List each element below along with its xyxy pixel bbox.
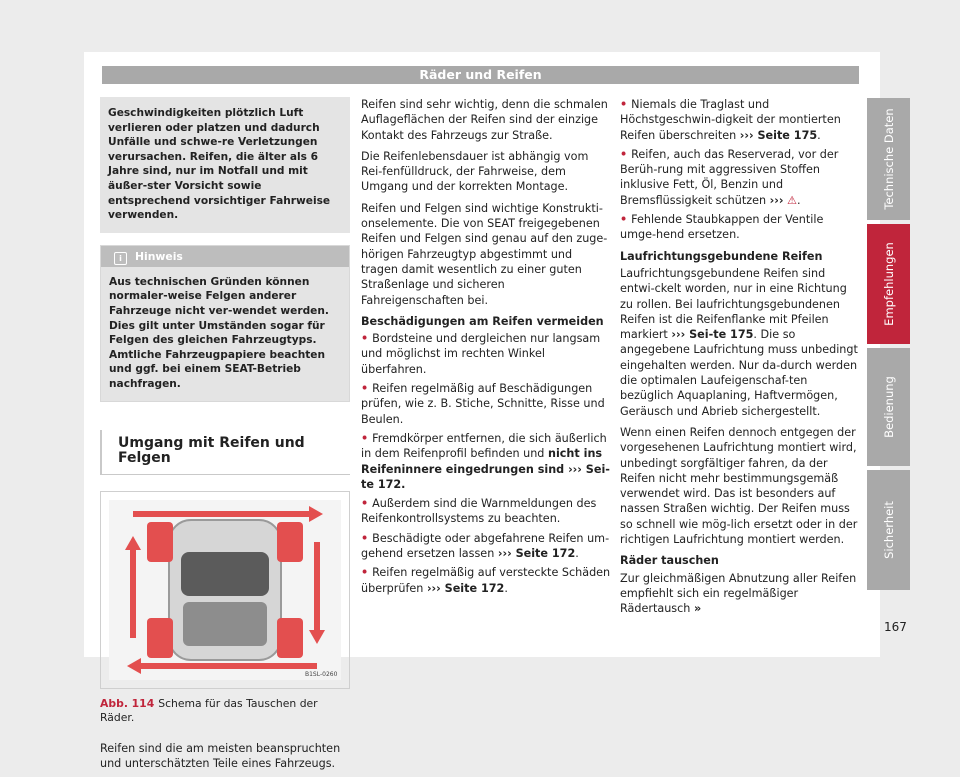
page-reference-link[interactable]: ››› Seite 172 bbox=[497, 547, 576, 561]
car-wheel-swap-illustration bbox=[109, 500, 341, 680]
bullet-item: • Beschädigte oder abgefahrene Reifen um-gehend ersetzen lassen ››› Seite 172. bbox=[361, 531, 611, 562]
page-reference-link[interactable]: ››› Seite 172 bbox=[426, 581, 505, 595]
wheel-front-right bbox=[277, 522, 303, 562]
figure-wheel-swap bbox=[100, 491, 350, 689]
section-title: Umgang mit Reifen und Felgen bbox=[100, 430, 350, 476]
wheel-rear-left bbox=[147, 618, 173, 658]
column-right bbox=[620, 97, 860, 623]
caption-label: Abb. 114 bbox=[100, 697, 155, 711]
subheading: Räder tauschen bbox=[620, 554, 719, 568]
figure-caption bbox=[100, 697, 350, 725]
paragraph: Laufrichtungsgebundene Reifen sind entwi-ckelt worden, nur in eine Richtung zu rollen. Bei laufrichtungsgebundenen Reifen ist die Reifenflanke mit Pfeilen markiert ››› Sei-te 175. Die so angegebene Laufrichtung muss unbedingt eingehalten werden. Nur da-durch werden die optimalen Laufeigenschaf-ten bezüglich Aquaplaning, Haftvermögen, Geräusch und Abrieb sichergestellt. bbox=[620, 266, 858, 418]
hint-title: Hinweis bbox=[135, 249, 183, 263]
tab-sicherheit[interactable]: Sicherheit bbox=[867, 470, 910, 590]
paragraph: Zur gleichmäßigen Abnutzung aller Reifen empfiehlt sich ein regelmäßiger Rädertausch » bbox=[620, 571, 857, 616]
continue-icon: » bbox=[693, 602, 702, 616]
bullet-item: • Reifen regelmäßig auf Beschädigungen prüfen, wie z. B. Stiche, Schnitte, Risse und Beulen. bbox=[361, 381, 611, 427]
tab-bedienung[interactable]: Bedienung bbox=[867, 348, 910, 466]
bullet-item: • Reifen regelmäßig auf versteckte Schäden überprüfen ››› Seite 172. bbox=[361, 565, 611, 596]
page-reference-link[interactable]: ››› Seite 175 bbox=[739, 128, 818, 142]
page-reference-link[interactable]: ››› Sei-te 172. bbox=[361, 462, 610, 491]
bullet-item: • Niemals die Traglast und Höchstgeschwin-digkeit der montierten Reifen überschreiten ››› Seite 175. bbox=[620, 97, 860, 143]
page-header: Räder und Reifen bbox=[102, 66, 859, 84]
warning-reference-link[interactable]: ››› bbox=[769, 193, 784, 207]
bullet-item: • Fehlende Staubkappen der Ventile umge-hend ersetzen. bbox=[620, 212, 860, 243]
bullet-item: • Bordsteine und dergleichen nur langsam und möglichst im rechten Winkel überfahren. bbox=[361, 331, 611, 377]
paragraph: Reifen sind die am meisten beanspruchten und unterschätzten Teile eines Fahrzeugs. bbox=[100, 741, 341, 770]
subheading: Beschädigungen am Reifen vermeiden bbox=[361, 314, 604, 328]
column-middle bbox=[361, 97, 611, 600]
warning-triangle-icon: ⚠ bbox=[787, 193, 798, 207]
tab-technische-daten[interactable]: Technische Daten bbox=[867, 98, 910, 220]
page-number: 167 bbox=[884, 620, 907, 634]
subheading: Laufrichtungsgebundene Reifen bbox=[620, 249, 823, 263]
figure-code: B1SL-0260 bbox=[305, 671, 338, 679]
bullet-item: • Außerdem sind die Warnmeldungen des Reifenkontrollsystems zu beachten. bbox=[361, 496, 611, 527]
paragraph: Die Reifenlebensdauer ist abhängig vom Rei-fenfülldruck, der Fahrweise, dem Umgang und der korrekten Montage. bbox=[361, 149, 589, 194]
paragraph: Reifen sind sehr wichtig, denn die schmalen Auflageflächen der Reifen sind der einzige Kontakt des Fahrzeugs zur Straße. bbox=[361, 98, 608, 142]
paragraph: Wenn einen Reifen dennoch entgegen der vorgesehenen Laufrichtung montiert wird, unbedingt sorgfältiger fahren, da der Reifen nicht mehr bestimmungsgemäß verwendet wird. Das ist besonders auf nassen Straßen wichtig. Der Reifen muss so schnell wie mög-lich ersetzt oder in der richtigen Laufrichtung montiert werden. bbox=[620, 425, 858, 547]
hint-box bbox=[100, 245, 350, 402]
caption-text: Schema für das Tauschen der Räder. bbox=[100, 697, 318, 724]
page-reference-link[interactable]: ››› Sei-te 175 bbox=[671, 328, 754, 342]
hint-header bbox=[101, 246, 349, 267]
column-left bbox=[100, 97, 350, 777]
bullet-item: • Fremdkörper entfernen, die sich äußerlich in dem Reifenprofil befinden und nicht ins Reifeninnere eingedrungen sind ››› Sei-te 172. bbox=[361, 431, 611, 492]
warning-box: Geschwindigkeiten plötzlich Luft verlieren oder platzen und dadurch Unfälle und schwe-re Verletzungen verursachen. Reifen, die älter als 6 Jahre sind, nur im Notfall und mit äußer-ster Vorsicht sowie entsprechend vorsichtiger Fahrweise verwenden. bbox=[100, 97, 350, 233]
wheel-front-left bbox=[147, 522, 173, 562]
wheel-rear-right bbox=[277, 618, 303, 658]
paragraph: Reifen und Felgen sind wichtige Konstrukti-onselemente. Die von SEAT freigegebenen Reifen und Felgen sind genau auf den zuge-hörigen Fahrzeugtyp abgestimmt und tragen damit wesentlich zu einer guten Straßenlage und sicheren Fahreigenschaften bei. bbox=[361, 201, 608, 307]
hint-text: Aus technischen Gründen können normaler-weise Felgen anderer Fahrzeuge nicht ver-wendet werden. Dies gilt unter Umständen sogar für Felgen des gleichen Fahrzeugtyps. Amtliche Fahrzeugpapiere beachten und ggf. bei einem SEAT-Betrieb nachfragen. bbox=[101, 267, 349, 401]
tab-empfehlungen[interactable]: Empfehlungen bbox=[867, 224, 910, 344]
info-icon: i bbox=[114, 252, 127, 265]
bullet-item: • Reifen, auch das Reserverad, vor der Berüh-rung mit aggressiven Stoffen inklusive Fett, Öl, Benzin und Bremsflüssigkeit schützen ››› ⚠. bbox=[620, 147, 860, 208]
